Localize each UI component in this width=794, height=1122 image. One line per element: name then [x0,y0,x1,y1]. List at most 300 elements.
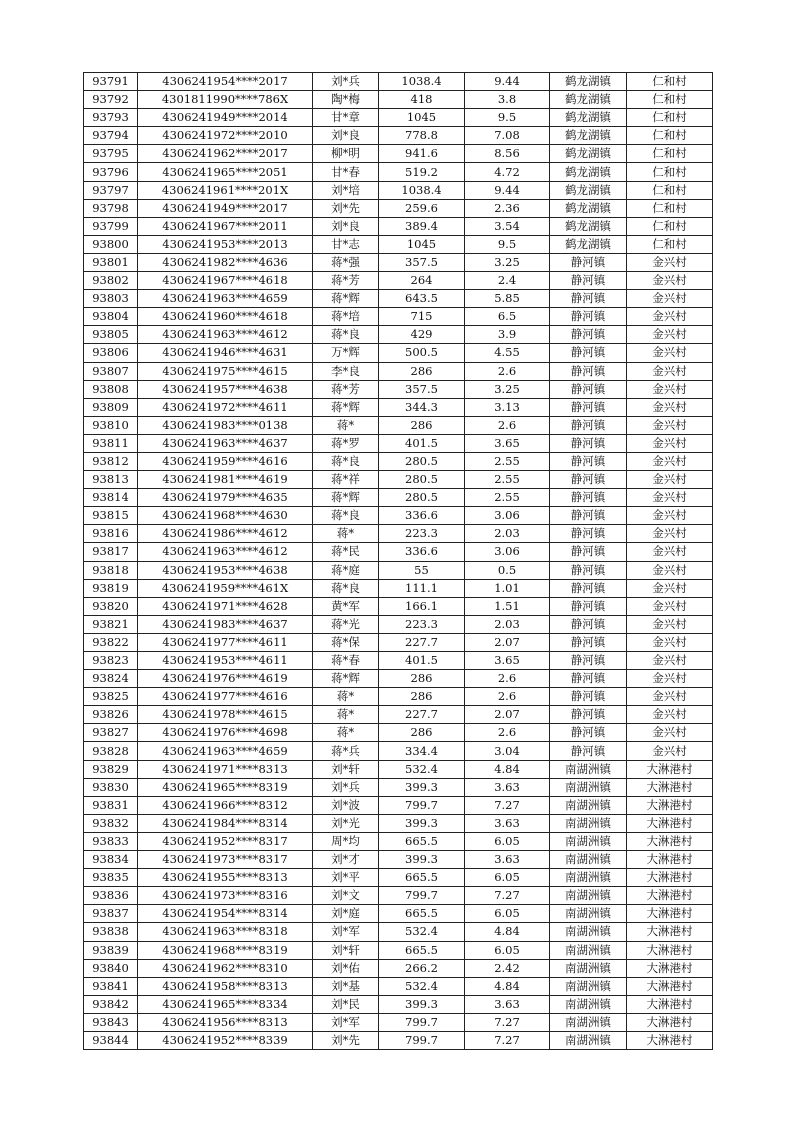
village-cell: 金兴村 [627,579,713,597]
town-cell: 南湖洲镇 [550,995,627,1013]
town-cell: 静河镇 [550,290,627,308]
records-table [83,72,713,1050]
amount-cell: 399.3 [379,995,465,1013]
serial-number-cell: 93834 [84,851,138,869]
name-cell: 蒋* [313,525,379,543]
name-cell: 刘*军 [313,1013,379,1031]
area-cell: 0.5 [465,561,550,579]
town-cell: 南湖洲镇 [550,869,627,887]
name-cell: 刘*良 [313,127,379,145]
village-cell: 大淋港村 [627,814,713,832]
name-cell: 蒋*芳 [313,380,379,398]
village-cell: 大淋港村 [627,832,713,850]
area-cell: 2.07 [465,706,550,724]
village-cell: 仁和村 [627,73,713,91]
serial-number-cell: 93820 [84,597,138,615]
id-number-cell: 4306241967****4618 [138,272,313,290]
table-row [84,362,713,380]
name-cell: 蒋*芳 [313,272,379,290]
name-cell: 李*良 [313,362,379,380]
name-cell: 刘*平 [313,869,379,887]
table-row [84,760,713,778]
name-cell: 蒋*辉 [313,398,379,416]
amount-cell: 286 [379,362,465,380]
table-row [84,380,713,398]
area-cell: 3.65 [465,652,550,670]
id-number-cell: 4306241952****8339 [138,1031,313,1049]
amount-cell: 1045 [379,235,465,253]
amount-cell: 665.5 [379,905,465,923]
name-cell: 刘*军 [313,923,379,941]
amount-cell: 418 [379,91,465,109]
id-number-cell: 4306241981****4619 [138,471,313,489]
name-cell: 刘*庭 [313,905,379,923]
area-cell: 2.07 [465,633,550,651]
town-cell: 鹤龙湖镇 [550,181,627,199]
village-cell: 仁和村 [627,145,713,163]
id-number-cell: 4306241959****461X [138,579,313,597]
amount-cell: 259.6 [379,199,465,217]
id-number-cell: 4306241984****8314 [138,814,313,832]
amount-cell: 55 [379,561,465,579]
amount-cell: 532.4 [379,923,465,941]
name-cell: 陶*梅 [313,91,379,109]
village-cell: 仁和村 [627,127,713,145]
area-cell: 3.06 [465,543,550,561]
id-number-cell: 4301811990****786X [138,91,313,109]
area-cell: 3.25 [465,253,550,271]
serial-number-cell: 93818 [84,561,138,579]
serial-number-cell: 93792 [84,91,138,109]
village-cell: 金兴村 [627,344,713,362]
table-row [84,434,713,452]
town-cell: 静河镇 [550,742,627,760]
village-cell: 仁和村 [627,181,713,199]
table-row [84,941,713,959]
area-cell: 3.54 [465,217,550,235]
serial-number-cell: 93839 [84,941,138,959]
amount-cell: 519.2 [379,163,465,181]
amount-cell: 227.7 [379,633,465,651]
village-cell: 金兴村 [627,652,713,670]
village-cell: 金兴村 [627,597,713,615]
id-number-cell: 4306241983****0138 [138,416,313,434]
amount-cell: 401.5 [379,652,465,670]
town-cell: 静河镇 [550,471,627,489]
village-cell: 金兴村 [627,434,713,452]
village-cell: 仁和村 [627,91,713,109]
serial-number-cell: 93841 [84,977,138,995]
amount-cell: 223.3 [379,525,465,543]
village-cell: 金兴村 [627,326,713,344]
name-cell: 蒋* [313,688,379,706]
village-cell: 大淋港村 [627,778,713,796]
area-cell: 2.6 [465,416,550,434]
village-cell: 金兴村 [627,507,713,525]
area-cell: 2.6 [465,362,550,380]
table-row [84,959,713,977]
area-cell: 3.63 [465,778,550,796]
village-cell: 金兴村 [627,670,713,688]
area-cell: 7.27 [465,1013,550,1031]
amount-cell: 286 [379,688,465,706]
id-number-cell: 4306241963****4637 [138,434,313,452]
id-number-cell: 4306241953****4611 [138,652,313,670]
area-cell: 6.5 [465,308,550,326]
area-cell: 3.04 [465,742,550,760]
town-cell: 鹤龙湖镇 [550,199,627,217]
town-cell: 静河镇 [550,489,627,507]
id-number-cell: 4306241965****8319 [138,778,313,796]
area-cell: 7.08 [465,127,550,145]
village-cell: 仁和村 [627,235,713,253]
amount-cell: 799.7 [379,887,465,905]
area-cell: 3.8 [465,91,550,109]
town-cell: 南湖洲镇 [550,760,627,778]
village-cell: 金兴村 [627,398,713,416]
table-row [84,652,713,670]
name-cell: 周*均 [313,832,379,850]
village-cell: 金兴村 [627,688,713,706]
village-cell: 金兴村 [627,633,713,651]
table-row [84,995,713,1013]
id-number-cell: 4306241975****4615 [138,362,313,380]
town-cell: 南湖洲镇 [550,905,627,923]
amount-cell: 336.6 [379,507,465,525]
id-number-cell: 4306241963****8318 [138,923,313,941]
town-cell: 南湖洲镇 [550,941,627,959]
name-cell: 刘*先 [313,199,379,217]
table-row [84,507,713,525]
area-cell: 2.6 [465,670,550,688]
serial-number-cell: 93838 [84,923,138,941]
serial-number-cell: 93791 [84,73,138,91]
serial-number-cell: 93804 [84,308,138,326]
table-row [84,869,713,887]
town-cell: 鹤龙湖镇 [550,127,627,145]
id-number-cell: 4306241956****8313 [138,1013,313,1031]
table-row [84,344,713,362]
village-cell: 仁和村 [627,163,713,181]
town-cell: 鹤龙湖镇 [550,73,627,91]
amount-cell: 223.3 [379,615,465,633]
serial-number-cell: 93799 [84,217,138,235]
name-cell: 蒋*良 [313,507,379,525]
town-cell: 南湖洲镇 [550,887,627,905]
name-cell: 刘*轩 [313,941,379,959]
amount-cell: 286 [379,724,465,742]
amount-cell: 399.3 [379,814,465,832]
village-cell: 金兴村 [627,724,713,742]
serial-number-cell: 93810 [84,416,138,434]
name-cell: 蒋* [313,706,379,724]
table-row [84,471,713,489]
id-number-cell: 4306241960****4618 [138,308,313,326]
area-cell: 5.85 [465,290,550,308]
town-cell: 鹤龙湖镇 [550,91,627,109]
id-number-cell: 4306241961****201X [138,181,313,199]
town-cell: 静河镇 [550,362,627,380]
area-cell: 3.13 [465,398,550,416]
town-cell: 南湖洲镇 [550,796,627,814]
name-cell: 柳*明 [313,145,379,163]
village-cell: 金兴村 [627,308,713,326]
name-cell: 刘*基 [313,977,379,995]
serial-number-cell: 93811 [84,434,138,452]
name-cell: 刘*良 [313,217,379,235]
id-number-cell: 4306241971****8313 [138,760,313,778]
id-number-cell: 4306241954****8314 [138,905,313,923]
serial-number-cell: 93817 [84,543,138,561]
town-cell: 静河镇 [550,326,627,344]
table-row [84,272,713,290]
village-cell: 大淋港村 [627,977,713,995]
village-cell: 大淋港村 [627,905,713,923]
village-cell: 大淋港村 [627,959,713,977]
table-row [84,253,713,271]
table-row [84,1013,713,1031]
village-cell: 金兴村 [627,706,713,724]
amount-cell: 715 [379,308,465,326]
id-number-cell: 4306241963****4659 [138,290,313,308]
amount-cell: 799.7 [379,796,465,814]
town-cell: 静河镇 [550,706,627,724]
serial-number-cell: 93798 [84,199,138,217]
area-cell: 3.63 [465,995,550,1013]
village-cell: 大淋港村 [627,851,713,869]
id-number-cell: 4306241971****4628 [138,597,313,615]
id-number-cell: 4306241963****4612 [138,326,313,344]
town-cell: 静河镇 [550,434,627,452]
village-cell: 大淋港村 [627,1013,713,1031]
name-cell: 蒋*祥 [313,471,379,489]
town-cell: 静河镇 [550,543,627,561]
amount-cell: 264 [379,272,465,290]
town-cell: 鹤龙湖镇 [550,145,627,163]
serial-number-cell: 93833 [84,832,138,850]
village-cell: 大淋港村 [627,887,713,905]
amount-cell: 111.1 [379,579,465,597]
amount-cell: 401.5 [379,434,465,452]
serial-number-cell: 93826 [84,706,138,724]
table-row [84,724,713,742]
amount-cell: 227.7 [379,706,465,724]
table-row [84,416,713,434]
area-cell: 4.84 [465,977,550,995]
serial-number-cell: 93796 [84,163,138,181]
id-number-cell: 4306241949****2014 [138,109,313,127]
amount-cell: 665.5 [379,869,465,887]
table-row [84,326,713,344]
town-cell: 静河镇 [550,670,627,688]
town-cell: 南湖洲镇 [550,959,627,977]
table-row [84,398,713,416]
town-cell: 静河镇 [550,380,627,398]
serial-number-cell: 93794 [84,127,138,145]
area-cell: 6.05 [465,832,550,850]
town-cell: 静河镇 [550,507,627,525]
town-cell: 南湖洲镇 [550,1013,627,1031]
table-row [84,308,713,326]
town-cell: 静河镇 [550,652,627,670]
id-number-cell: 4306241973****8316 [138,887,313,905]
id-number-cell: 4306241962****2017 [138,145,313,163]
name-cell: 蒋*民 [313,543,379,561]
area-cell: 6.05 [465,941,550,959]
area-cell: 7.27 [465,887,550,905]
serial-number-cell: 93827 [84,724,138,742]
serial-number-cell: 93806 [84,344,138,362]
town-cell: 鹤龙湖镇 [550,235,627,253]
area-cell: 2.55 [465,489,550,507]
serial-number-cell: 93837 [84,905,138,923]
serial-number-cell: 93808 [84,380,138,398]
town-cell: 静河镇 [550,579,627,597]
serial-number-cell: 93831 [84,796,138,814]
serial-number-cell: 93832 [84,814,138,832]
table-row [84,688,713,706]
area-cell: 7.27 [465,1031,550,1049]
table-row [84,163,713,181]
serial-number-cell: 93813 [84,471,138,489]
serial-number-cell: 93809 [84,398,138,416]
name-cell: 甘*章 [313,109,379,127]
id-number-cell: 4306241963****4612 [138,543,313,561]
id-number-cell: 4306241957****4638 [138,380,313,398]
area-cell: 4.84 [465,923,550,941]
town-cell: 南湖洲镇 [550,1031,627,1049]
name-cell: 刘*兵 [313,778,379,796]
amount-cell: 357.5 [379,380,465,398]
table-row [84,615,713,633]
serial-number-cell: 93814 [84,489,138,507]
id-number-cell: 4306241953****4638 [138,561,313,579]
table-row [84,489,713,507]
area-cell: 2.36 [465,199,550,217]
town-cell: 静河镇 [550,308,627,326]
village-cell: 金兴村 [627,380,713,398]
village-cell: 金兴村 [627,253,713,271]
village-cell: 大淋港村 [627,941,713,959]
serial-number-cell: 93801 [84,253,138,271]
town-cell: 南湖洲镇 [550,832,627,850]
amount-cell: 799.7 [379,1013,465,1031]
id-number-cell: 4306241978****4615 [138,706,313,724]
id-number-cell: 4306241968****4630 [138,507,313,525]
town-cell: 静河镇 [550,398,627,416]
amount-cell: 280.5 [379,489,465,507]
id-number-cell: 4306241955****8313 [138,869,313,887]
town-cell: 静河镇 [550,724,627,742]
village-cell: 金兴村 [627,416,713,434]
serial-number-cell: 93819 [84,579,138,597]
amount-cell: 1038.4 [379,73,465,91]
serial-number-cell: 93807 [84,362,138,380]
town-cell: 静河镇 [550,597,627,615]
amount-cell: 399.3 [379,778,465,796]
serial-number-cell: 93797 [84,181,138,199]
amount-cell: 166.1 [379,597,465,615]
name-cell: 蒋*培 [313,308,379,326]
serial-number-cell: 93824 [84,670,138,688]
area-cell: 6.05 [465,869,550,887]
area-cell: 4.84 [465,760,550,778]
serial-number-cell: 93793 [84,109,138,127]
id-number-cell: 4306241972****2010 [138,127,313,145]
table-row [84,525,713,543]
area-cell: 2.03 [465,615,550,633]
id-number-cell: 4306241965****2051 [138,163,313,181]
name-cell: 刘*培 [313,181,379,199]
town-cell: 静河镇 [550,344,627,362]
name-cell: 蒋*辉 [313,489,379,507]
amount-cell: 344.3 [379,398,465,416]
table-row [84,145,713,163]
town-cell: 静河镇 [550,253,627,271]
id-number-cell: 4306241962****8310 [138,959,313,977]
name-cell: 蒋*兵 [313,742,379,760]
amount-cell: 286 [379,670,465,688]
table-row [84,561,713,579]
name-cell: 刘*佑 [313,959,379,977]
area-cell: 4.55 [465,344,550,362]
town-cell: 鹤龙湖镇 [550,109,627,127]
area-cell: 2.55 [465,452,550,470]
records-table-body [84,73,713,1050]
table-row [84,887,713,905]
village-cell: 大淋港村 [627,923,713,941]
town-cell: 静河镇 [550,416,627,434]
area-cell: 3.06 [465,507,550,525]
serial-number-cell: 93842 [84,995,138,1013]
area-cell: 3.63 [465,814,550,832]
id-number-cell: 4306241983****4637 [138,615,313,633]
id-number-cell: 4306241979****4635 [138,489,313,507]
area-cell: 2.03 [465,525,550,543]
village-cell: 金兴村 [627,272,713,290]
table-row [84,579,713,597]
amount-cell: 532.4 [379,760,465,778]
serial-number-cell: 93822 [84,633,138,651]
serial-number-cell: 93800 [84,235,138,253]
amount-cell: 1045 [379,109,465,127]
table-row [84,706,713,724]
table-row [84,778,713,796]
id-number-cell: 4306241952****8317 [138,832,313,850]
serial-number-cell: 93829 [84,760,138,778]
table-row [84,670,713,688]
area-cell: 7.27 [465,796,550,814]
amount-cell: 334.4 [379,742,465,760]
serial-number-cell: 93802 [84,272,138,290]
name-cell: 蒋*辉 [313,290,379,308]
id-number-cell: 4306241976****4698 [138,724,313,742]
amount-cell: 665.5 [379,941,465,959]
id-number-cell: 4306241958****8313 [138,977,313,995]
area-cell: 4.72 [465,163,550,181]
area-cell: 2.6 [465,688,550,706]
serial-number-cell: 93843 [84,1013,138,1031]
table-row [84,452,713,470]
town-cell: 南湖洲镇 [550,923,627,941]
table-row [84,290,713,308]
amount-cell: 1038.4 [379,181,465,199]
table-row [84,977,713,995]
town-cell: 鹤龙湖镇 [550,163,627,181]
area-cell: 8.56 [465,145,550,163]
serial-number-cell: 93823 [84,652,138,670]
id-number-cell: 4306241953****2013 [138,235,313,253]
